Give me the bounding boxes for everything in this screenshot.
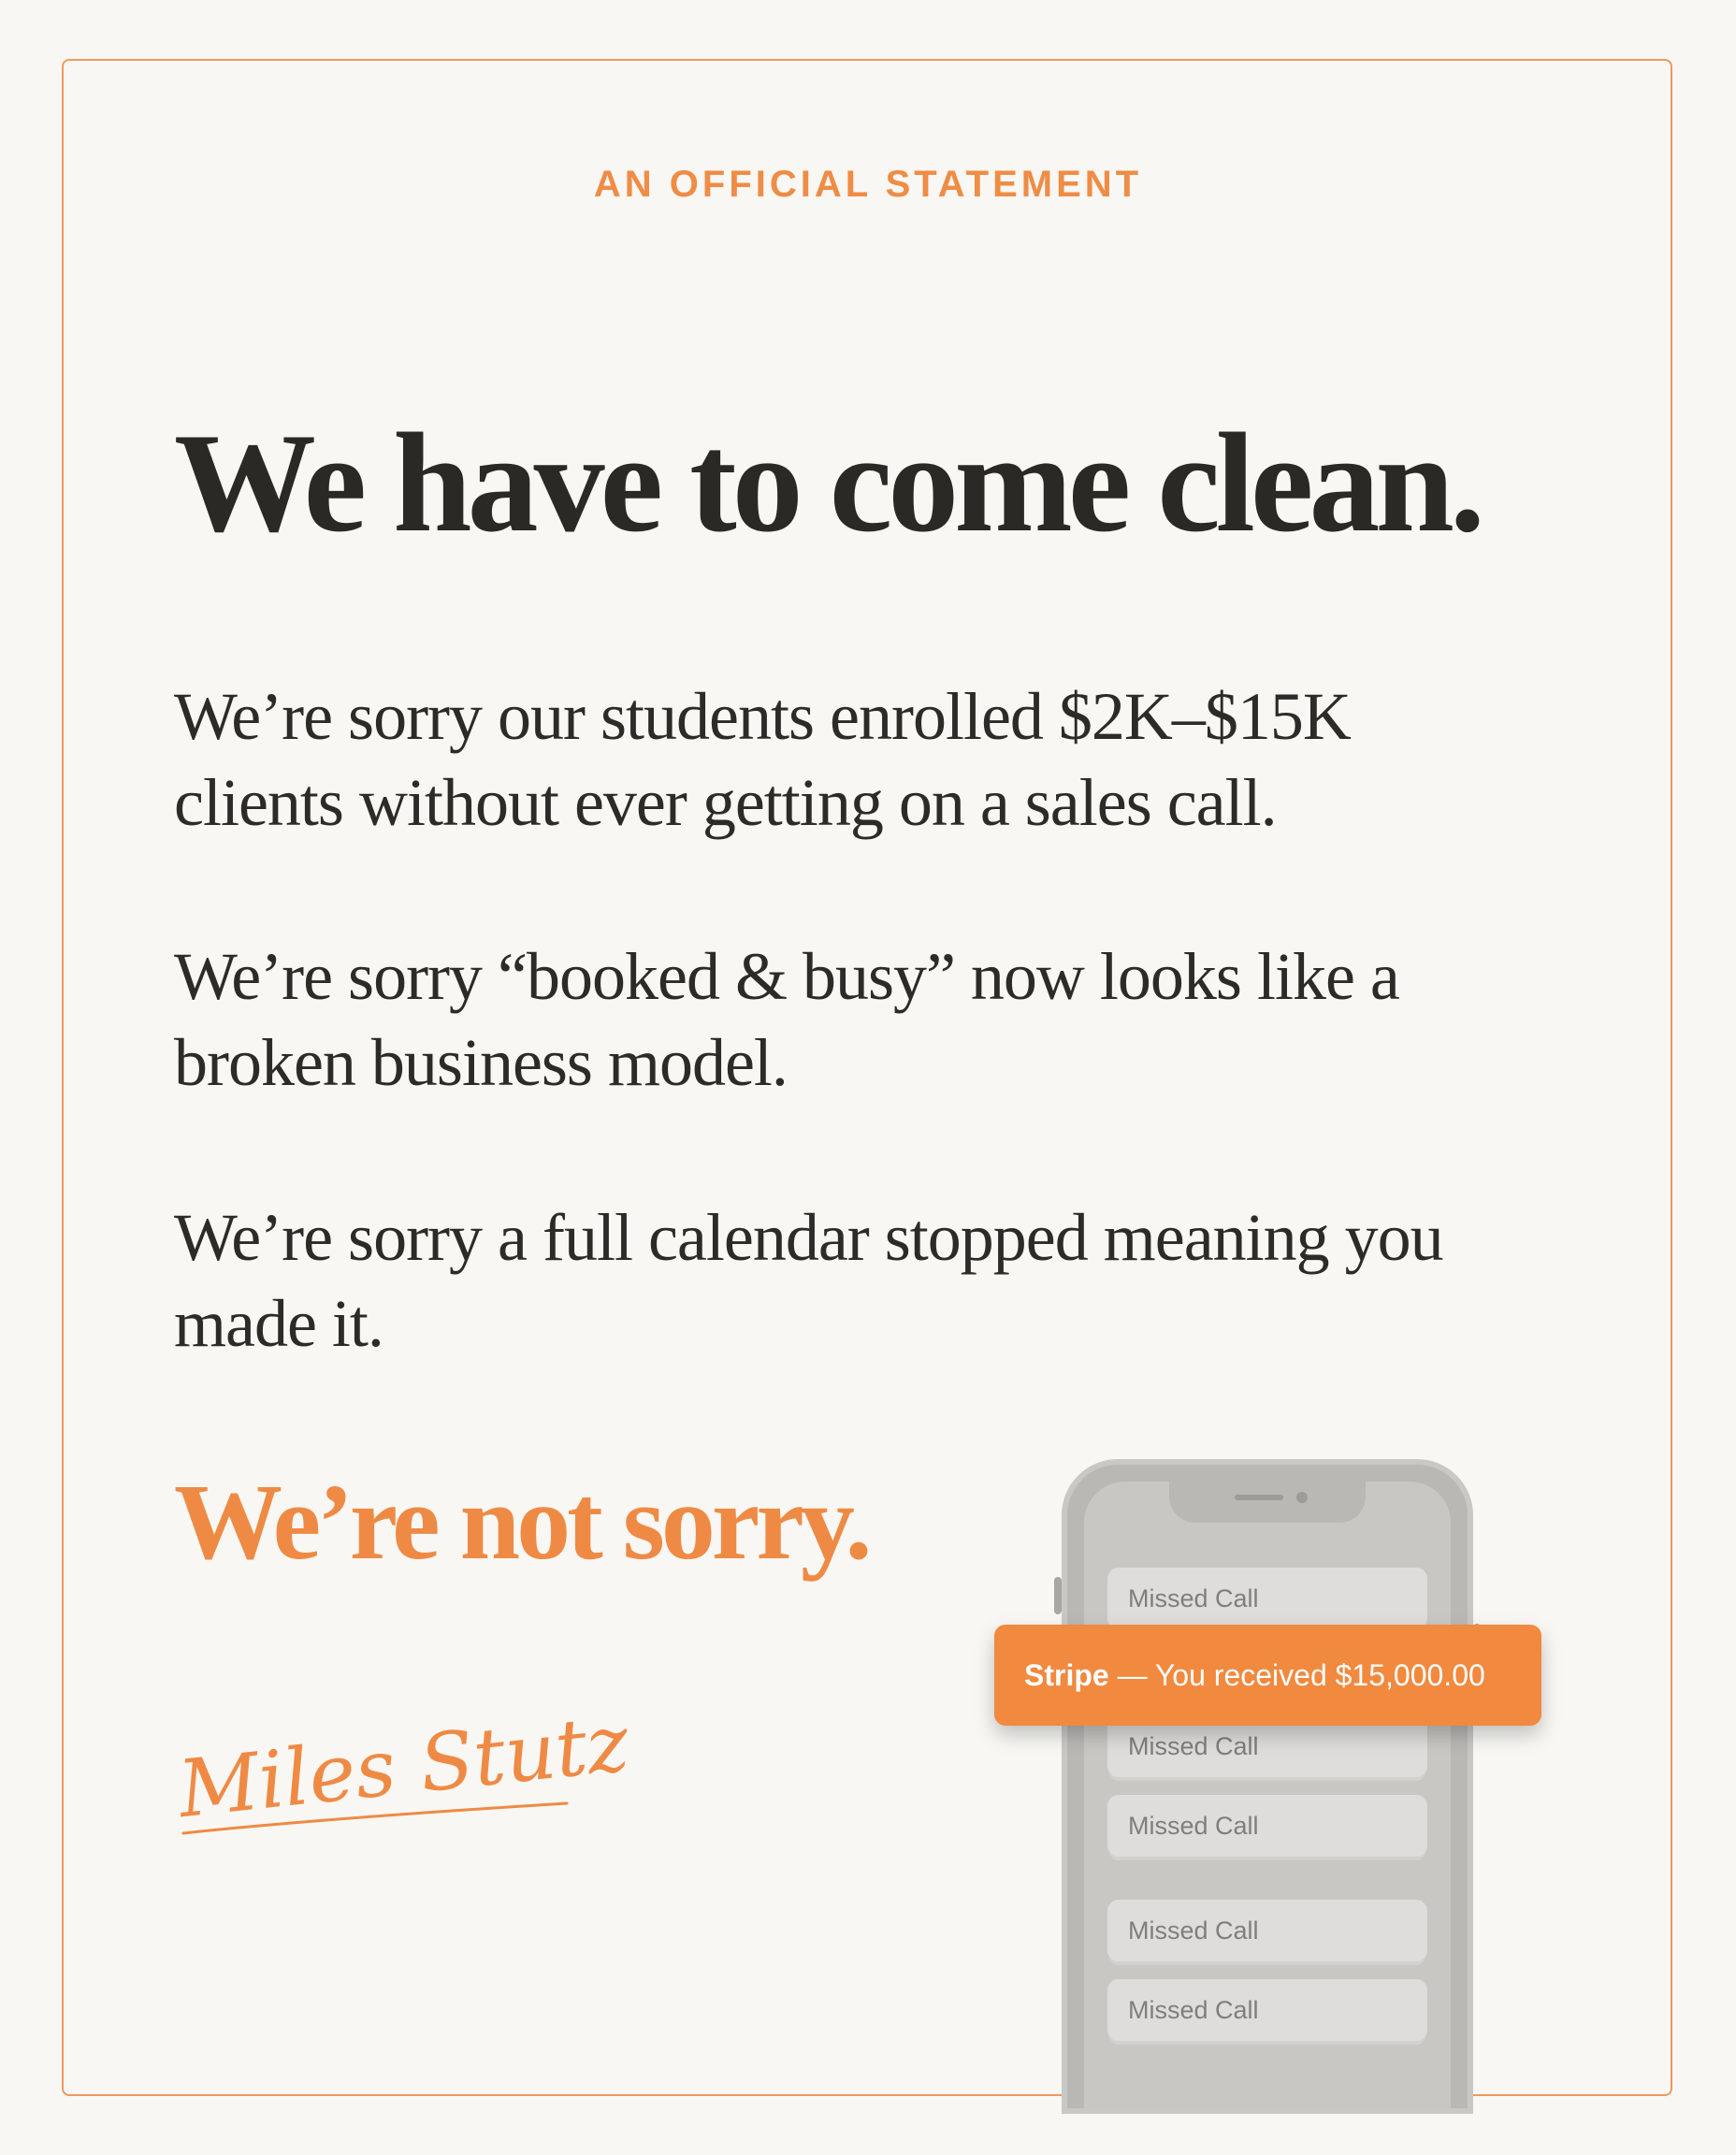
phone-screen <box>1084 1482 1451 2108</box>
notification-app-name: Stripe <box>1024 1658 1109 1692</box>
speaker-icon <box>1235 1495 1283 1500</box>
camera-icon <box>1296 1492 1308 1503</box>
headline: We have to come clean. <box>174 404 1481 561</box>
missed-call-item[interactable]: Missed Call <box>1107 1979 1427 2041</box>
signature-text: Miles Stutz <box>174 1697 633 1836</box>
missed-call-item[interactable]: Missed Call <box>1107 1568 1427 1629</box>
phone-mockup <box>1062 1459 1473 2114</box>
missed-call-item[interactable]: Missed Call <box>1107 1715 1427 1777</box>
signature <box>174 1693 633 1861</box>
notification-message: — You received $15,000.00 <box>1108 1658 1485 1692</box>
eyebrow-label: AN OFFICIAL STATEMENT <box>593 164 1143 205</box>
closing-line: We’re not sorry. <box>174 1463 869 1583</box>
paragraph-1: We’re sorry our students enrolled $2K–$15K clients without ever getting on a sales call. <box>174 679 1351 840</box>
phone-button-left-1 <box>1054 1577 1062 1614</box>
paragraph-2: We’re sorry “booked & busy” now looks like a broken business model. <box>174 939 1399 1100</box>
missed-call-item[interactable]: Missed Call <box>1107 1900 1427 1961</box>
payment-notification[interactable] <box>994 1625 1541 1726</box>
paragraph-3: We’re sorry a full calendar stopped meaning you made it. <box>174 1200 1443 1361</box>
missed-call-item[interactable]: Missed Call <box>1107 1795 1427 1857</box>
phone-notch <box>1169 1482 1366 1523</box>
